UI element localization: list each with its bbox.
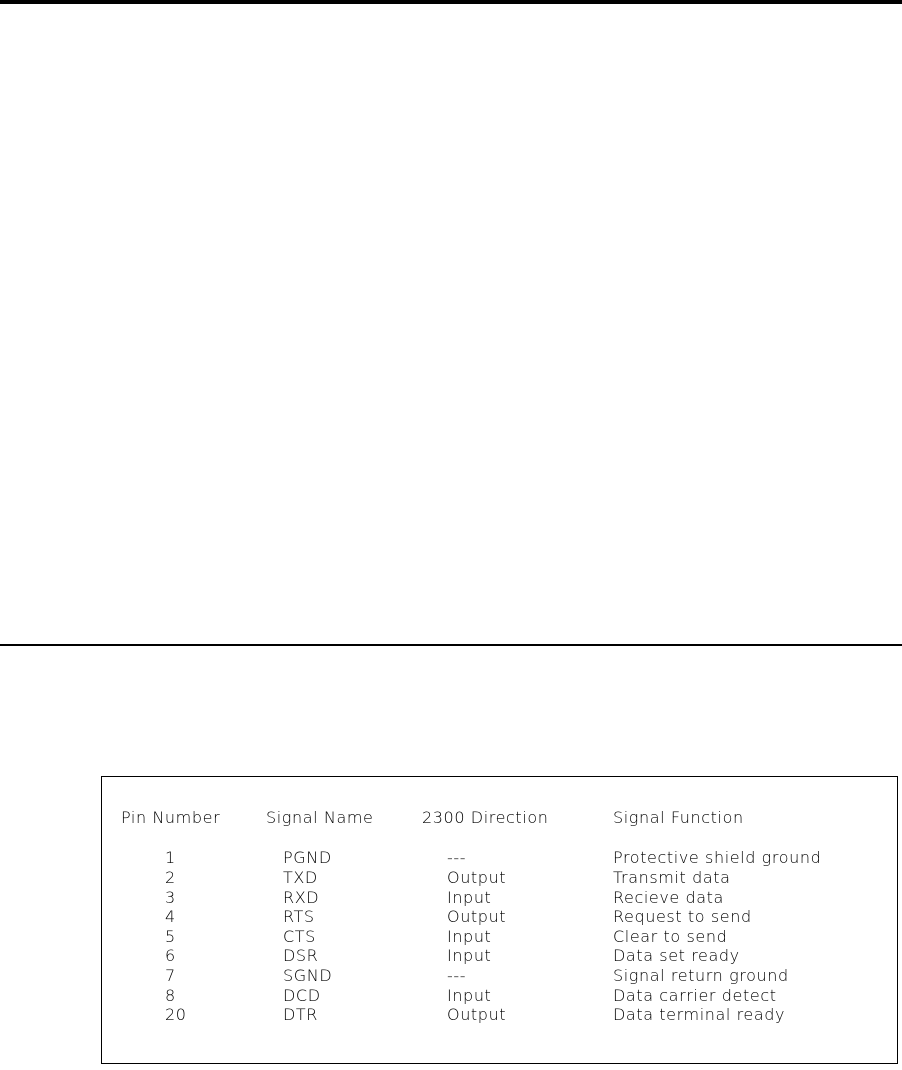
- row-direction: Input: [447, 927, 492, 946]
- row-direction: ---: [447, 848, 467, 867]
- row-pin: 7: [165, 966, 176, 985]
- row-function: Signal return ground: [613, 966, 789, 985]
- row-function: Clear to send: [613, 927, 728, 946]
- row-function: Transmit data: [613, 868, 731, 887]
- row-direction: Output: [447, 1005, 507, 1024]
- row-signal: PGND: [283, 848, 332, 867]
- row-pin: 2: [165, 868, 176, 887]
- section-divider: [0, 644, 902, 646]
- row-signal: RTS: [283, 907, 315, 926]
- row-function: Protective shield ground: [613, 848, 822, 867]
- row-signal: DSR: [283, 946, 319, 965]
- row-direction: Input: [447, 888, 492, 907]
- top-rule: [0, 0, 902, 4]
- row-function: Data carrier detect: [613, 986, 777, 1005]
- row-direction: ---: [447, 966, 467, 985]
- row-signal: DCD: [283, 986, 321, 1005]
- row-pin: 1: [165, 848, 176, 867]
- header-direction: 2300 Direction: [422, 808, 549, 827]
- row-direction: Output: [447, 868, 507, 887]
- row-function: Recieve data: [613, 888, 724, 907]
- row-signal: CTS: [283, 927, 316, 946]
- row-function: Request to send: [613, 907, 752, 926]
- row-function: Data terminal ready: [613, 1005, 786, 1024]
- row-pin: 3: [165, 888, 176, 907]
- row-pin: 8: [165, 986, 176, 1005]
- row-pin: 20: [165, 1005, 187, 1024]
- header-signal-name: Signal Name: [266, 808, 374, 827]
- row-signal: DTR: [283, 1005, 319, 1024]
- row-signal: TXD: [283, 868, 318, 887]
- row-signal: RXD: [283, 888, 320, 907]
- header-signal-function: Signal Function: [613, 808, 744, 827]
- row-direction: Input: [447, 946, 492, 965]
- row-direction: Input: [447, 986, 492, 1005]
- row-function: Data set ready: [613, 946, 740, 965]
- row-pin: 4: [165, 907, 176, 926]
- row-pin: 6: [165, 946, 176, 965]
- header-pin-number: Pin Number: [121, 808, 221, 827]
- row-signal: SGND: [283, 966, 333, 985]
- row-pin: 5: [165, 927, 176, 946]
- row-direction: Output: [447, 907, 507, 926]
